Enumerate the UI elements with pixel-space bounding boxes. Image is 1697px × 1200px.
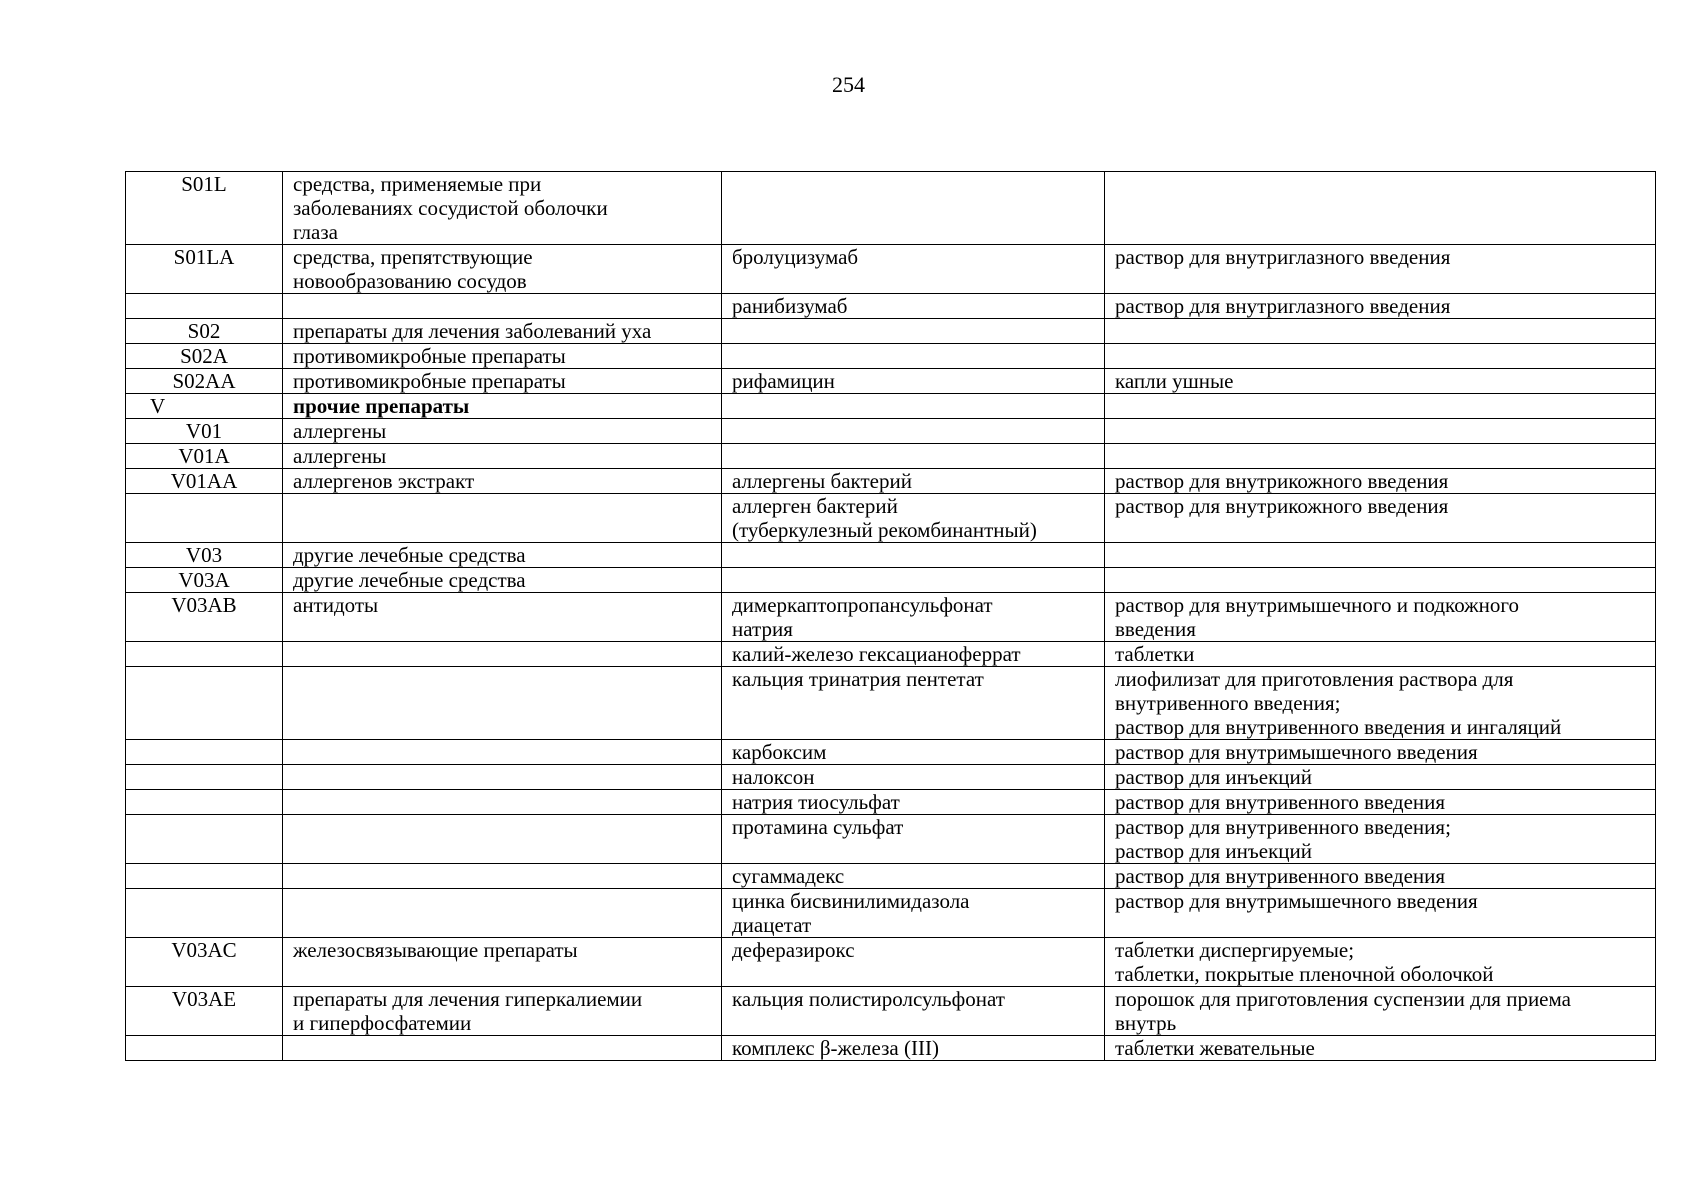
pharmacological-group-cell	[283, 815, 722, 864]
pharmacological-group-cell	[283, 765, 722, 790]
table-row	[126, 394, 1656, 419]
table-row	[126, 494, 1656, 543]
dosage-form-cell	[1105, 344, 1656, 369]
dosage-form-cell: раствор для внутрикожного введения	[1105, 469, 1656, 494]
pharmacological-group-cell: аллергены	[283, 444, 722, 469]
atc-code-cell	[126, 1036, 283, 1061]
dosage-form-cell: раствор для внутривенного введения	[1105, 790, 1656, 815]
dosage-form-cell: таблетки	[1105, 642, 1656, 667]
drug-name-cell	[722, 319, 1105, 344]
pharmacological-group-cell	[283, 294, 722, 319]
pharmacological-group-cell: препараты для лечения заболеваний уха	[283, 319, 722, 344]
atc-code-cell: S02	[126, 319, 283, 344]
atc-code-cell	[126, 864, 283, 889]
dosage-form-cell: раствор для внутриглазного введения	[1105, 245, 1656, 294]
dosage-form-cell	[1105, 419, 1656, 444]
table-row	[126, 987, 1656, 1036]
atc-code-cell: V01	[126, 419, 283, 444]
pharmacological-group-cell: железосвязывающие препараты	[283, 938, 722, 987]
atc-code-cell	[126, 494, 283, 543]
atc-code-cell	[126, 889, 283, 938]
table-row	[126, 369, 1656, 394]
drug-name-cell	[722, 394, 1105, 419]
pharmacological-group-cell: прочие препараты	[283, 394, 722, 419]
drug-name-cell	[722, 568, 1105, 593]
pharmacological-group-cell	[283, 864, 722, 889]
table-row	[126, 319, 1656, 344]
dosage-form-cell: раствор для внутрикожного введения	[1105, 494, 1656, 543]
drug-name-cell	[722, 419, 1105, 444]
pharmacological-group-cell: препараты для лечения гиперкалиемии и гиперфосфатемии	[283, 987, 722, 1036]
dosage-form-cell: капли ушные	[1105, 369, 1656, 394]
pharmacological-group-cell: аллергенов экстракт	[283, 469, 722, 494]
dosage-form-cell	[1105, 568, 1656, 593]
table-row	[126, 938, 1656, 987]
table-row	[126, 444, 1656, 469]
drug-name-cell: аллерген бактерий (туберкулезный рекомбинантный)	[722, 494, 1105, 543]
table-row	[126, 245, 1656, 294]
dosage-form-cell: раствор для внутривенного введения; раствор для инъекций	[1105, 815, 1656, 864]
atc-code-cell: V	[126, 394, 283, 419]
dosage-form-cell	[1105, 172, 1656, 245]
pharmacological-group-cell: средства, препятствующие новообразованию сосудов	[283, 245, 722, 294]
table-row	[126, 815, 1656, 864]
dosage-form-cell	[1105, 444, 1656, 469]
atc-code-cell	[126, 790, 283, 815]
atc-code-cell	[126, 765, 283, 790]
table-row	[126, 1036, 1656, 1061]
table-row	[126, 667, 1656, 740]
drug-name-cell: цинка бисвинилимидазола диацетат	[722, 889, 1105, 938]
table-row	[126, 294, 1656, 319]
pharmacological-group-cell: другие лечебные средства	[283, 543, 722, 568]
table-row	[126, 593, 1656, 642]
atc-code-cell: V03AB	[126, 593, 283, 642]
atc-code-cell: S02A	[126, 344, 283, 369]
pharmacological-group-cell	[283, 494, 722, 543]
pharmacological-group-cell	[283, 740, 722, 765]
pharmacological-group-cell: аллергены	[283, 419, 722, 444]
dosage-form-cell: раствор для инъекций	[1105, 765, 1656, 790]
pharmacological-group-cell: другие лечебные средства	[283, 568, 722, 593]
dosage-form-cell: таблетки диспергируемые; таблетки, покрытые пленочной оболочкой	[1105, 938, 1656, 987]
page-number: 254	[832, 72, 865, 97]
drug-name-cell: кальция тринатрия пентетат	[722, 667, 1105, 740]
pharmacological-group-cell	[283, 667, 722, 740]
table-row	[126, 864, 1656, 889]
drug-name-cell	[722, 172, 1105, 245]
dosage-form-cell: лиофилизат для приготовления раствора для внутривенного введения; раствор для внутривенного введения и ингаляций	[1105, 667, 1656, 740]
drug-name-cell: комплекс β-железа (III)	[722, 1036, 1105, 1061]
drug-name-cell: протамина сульфат	[722, 815, 1105, 864]
drug-name-cell: бролуцизумаб	[722, 245, 1105, 294]
atc-code-cell: S02AA	[126, 369, 283, 394]
atc-code-cell: V01A	[126, 444, 283, 469]
drug-name-cell: налоксон	[722, 765, 1105, 790]
atc-code-cell: V03AE	[126, 987, 283, 1036]
table-row	[126, 790, 1656, 815]
table-row	[126, 172, 1656, 245]
table-row	[126, 642, 1656, 667]
drug-name-cell: сугаммадекс	[722, 864, 1105, 889]
atc-code-cell: V01AA	[126, 469, 283, 494]
drug-table	[125, 171, 1656, 1061]
dosage-form-cell	[1105, 543, 1656, 568]
pharmacological-group-cell: средства, применяемые при заболеваниях сосудистой оболочки глаза	[283, 172, 722, 245]
atc-code-cell	[126, 667, 283, 740]
atc-code-cell: S01L	[126, 172, 283, 245]
atc-code-cell: S01LA	[126, 245, 283, 294]
table-row	[126, 543, 1656, 568]
table-row	[126, 344, 1656, 369]
table-row	[126, 469, 1656, 494]
pharmacological-group-cell: противомикробные препараты	[283, 369, 722, 394]
drug-name-cell: натрия тиосульфат	[722, 790, 1105, 815]
table-row	[126, 740, 1656, 765]
dosage-form-cell: раствор для внутривенного введения	[1105, 864, 1656, 889]
table-row	[126, 889, 1656, 938]
table-body	[126, 172, 1656, 1061]
drug-name-cell: карбоксим	[722, 740, 1105, 765]
drug-name-cell: аллергены бактерий	[722, 469, 1105, 494]
atc-code-cell	[126, 294, 283, 319]
dosage-form-cell: порошок для приготовления суспензии для приема внутрь	[1105, 987, 1656, 1036]
dosage-form-cell: раствор для внутримышечного введения	[1105, 740, 1656, 765]
atc-code-cell: V03AC	[126, 938, 283, 987]
pharmacological-group-cell	[283, 642, 722, 667]
pharmacological-group-cell: антидоты	[283, 593, 722, 642]
dosage-form-cell: раствор для внутримышечного и подкожного введения	[1105, 593, 1656, 642]
dosage-form-cell: таблетки жевательные	[1105, 1036, 1656, 1061]
atc-code-cell	[126, 642, 283, 667]
atc-code-cell: V03	[126, 543, 283, 568]
drug-name-cell: ранибизумаб	[722, 294, 1105, 319]
atc-code-cell	[126, 815, 283, 864]
pharmacological-group-cell: противомикробные препараты	[283, 344, 722, 369]
pharmacological-group-cell	[283, 790, 722, 815]
table-row	[126, 765, 1656, 790]
drug-name-cell	[722, 444, 1105, 469]
dosage-form-cell	[1105, 319, 1656, 344]
pharmacological-group-cell	[283, 1036, 722, 1061]
drug-name-cell	[722, 543, 1105, 568]
drug-name-cell: кальция полистиролсульфонат	[722, 987, 1105, 1036]
table-row	[126, 419, 1656, 444]
drug-name-cell: димеркаптопропансульфонат натрия	[722, 593, 1105, 642]
drug-name-cell: деферазирокс	[722, 938, 1105, 987]
dosage-form-cell	[1105, 394, 1656, 419]
drug-name-cell	[722, 344, 1105, 369]
dosage-form-cell: раствор для внутриглазного введения	[1105, 294, 1656, 319]
table-row	[126, 568, 1656, 593]
atc-code-cell	[126, 740, 283, 765]
drug-name-cell: калий-железо гексацианоферрат	[722, 642, 1105, 667]
atc-code-cell: V03A	[126, 568, 283, 593]
dosage-form-cell: раствор для внутримышечного введения	[1105, 889, 1656, 938]
pharmacological-group-cell	[283, 889, 722, 938]
drug-name-cell: рифамицин	[722, 369, 1105, 394]
